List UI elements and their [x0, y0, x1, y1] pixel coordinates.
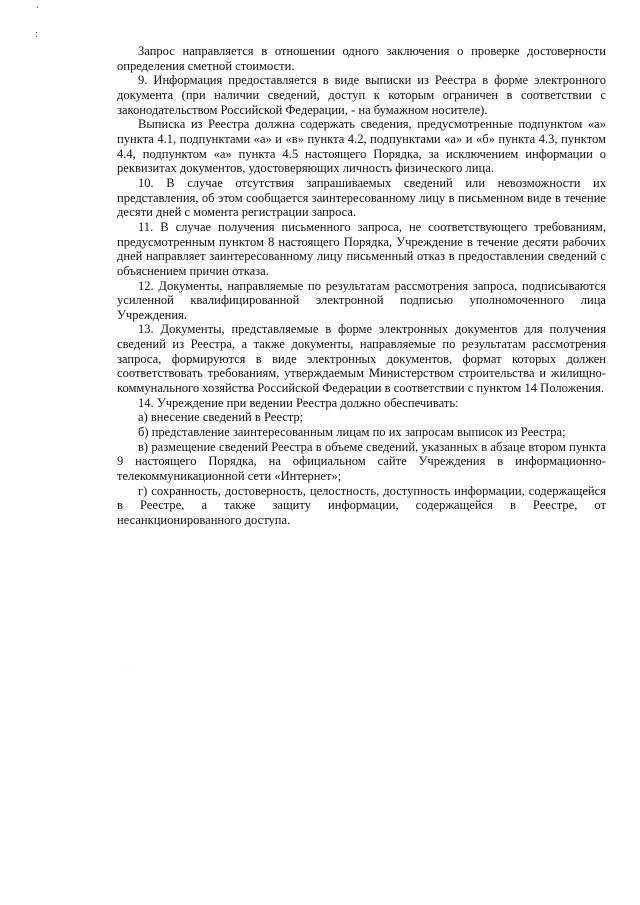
paragraph-item-12: 12. Документы, направляемые по результатам рассмотрения запроса, подписываются усиленной квалифицированной электронной подписью уполномоченного лица Учреждения.: [117, 278, 606, 322]
scan-dot-mark: ·: [36, 3, 40, 14]
scan-colon-mark: :: [35, 29, 38, 40]
paragraph-extract-contents: Выписка из Реестра должна содержать сведения, предусмотренные подпунктом «а» пункта 4.1, подпунктами «а» и «в» пункта 4.2, подпунктами «а» и «б» пункта 4.3, пунктом 4.4, подпунктом «а» пункта 4.5 настоящего Порядка, за исключением информации о реквизитах документов, удостоверяющих личность физического лица.: [117, 117, 606, 176]
document-body: [117, 44, 606, 528]
scan-dot-mark-lower: ·: [127, 665, 129, 671]
paragraph-item-11: 11. В случае получения письменного запроса, не соответствующего требованиям, предусмотренным пунктом 8 настоящего Порядка, Учреждение в течение десяти рабочих дней направляет заинтересованному лицу письменный отказ в предоставлении сведений с объяснением причин отказа.: [117, 219, 606, 278]
paragraph-item-10: 10. В случае отсутствия запрашиваемых сведений или невозможности их представления, об этом сообщается заинтересованному лицу в письменном виде в течение десяти дней с момента регистрации запроса.: [117, 175, 606, 220]
paragraph-item-14-g: г) сохранность, достоверность, целостность, доступность информации, содержащейся в Реестре, а также защиту информации, содержащейся в Реестре, от несанкционированного доступа.: [117, 483, 606, 527]
paragraph-item-9: 9. Информация предоставляется в виде выписки из Реестра в форме электронного документа (при наличии сведений, доступ к которым ограничен в соответствии с законодательством Российской Федерации, - на бумажном носителе).: [117, 73, 606, 117]
paragraph-item-14-v: в) размещение сведений Реестра в объеме сведений, указанных в абзаце втором пункта 9 настоящего Порядка, на официальном сайте Учреждения в информационно-телекоммуникационной сети «Интернет»;: [117, 439, 606, 484]
paragraph-item-14-a: а) внесение сведений в Реестр;: [138, 410, 304, 425]
paragraph-item-13: 13. Документы, представляемые в форме электронных документов для получения сведений из Реестра, а также документы, направляемые по результатам рассмотрения запроса, формируются в виде электронных документов, формат которых должен соответствовать требованиям, утверждаемым Министерством строительства и жилищно-коммунального хозяйства Российской Федерации в соответствии с пунктом 14 Положения.: [117, 322, 606, 396]
paragraph-request-note: Запрос направляется в отношении одного заключения о проверке достоверности определения сметной стоимости.: [117, 44, 606, 73]
paragraph-item-14: 14. Учреждение при ведении Реестра должно обеспечивать:: [138, 395, 459, 410]
paragraph-item-14-b: б) представление заинтересованным лицам по их запросам выписок из Реестра;: [138, 425, 566, 440]
